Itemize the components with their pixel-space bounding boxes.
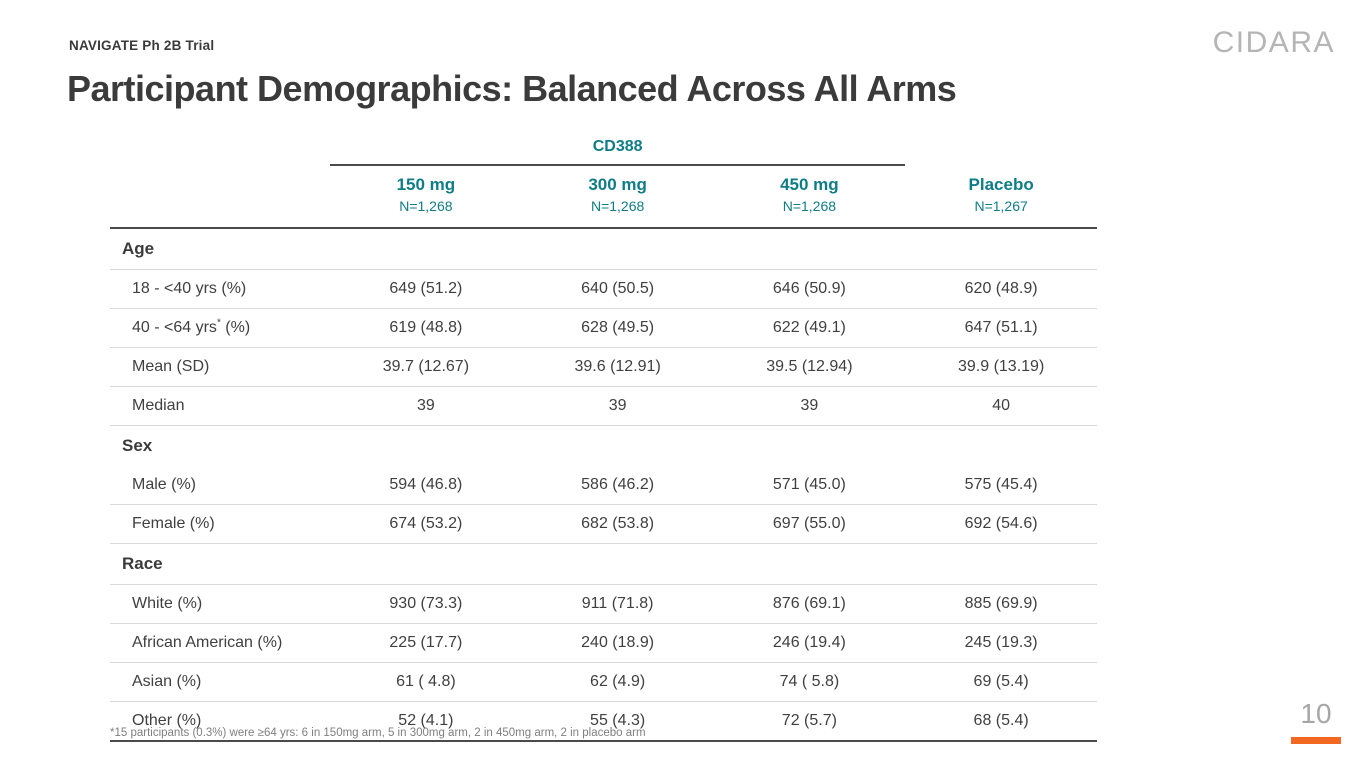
table-cell: 74 ( 5.8) bbox=[779, 672, 840, 690]
section-title: Sex bbox=[122, 435, 153, 455]
row-label-suffix: (%) bbox=[220, 318, 251, 336]
table-cell: 619 (48.8) bbox=[389, 318, 463, 336]
table-row bbox=[110, 386, 1097, 425]
table-cell: 39 bbox=[608, 396, 627, 414]
table-cell: 39 bbox=[800, 396, 819, 414]
n-label: N=1,268 bbox=[782, 197, 837, 214]
table-cell: 620 (48.9) bbox=[964, 279, 1038, 297]
slide-title: Participant Demographics: Balanced Across All Arms bbox=[67, 68, 957, 109]
row-label: Female (%) bbox=[132, 514, 215, 532]
row-label: Asian (%) bbox=[132, 672, 202, 690]
dose-label: 450 mg bbox=[780, 175, 839, 194]
table-cell: 649 (51.2) bbox=[389, 279, 463, 297]
row-label: Other (%) bbox=[132, 711, 202, 729]
page-number: 10 bbox=[1300, 698, 1332, 729]
trial-name: NAVIGATE Ph 2B Trial bbox=[69, 38, 215, 53]
n-label: N=1,267 bbox=[974, 197, 1028, 214]
table-row bbox=[110, 662, 1097, 701]
row-label: 18 - <40 yrs (%) bbox=[132, 279, 247, 297]
table-row bbox=[110, 308, 1097, 347]
section-title: Race bbox=[122, 553, 163, 573]
footnote: *15 participants (0.3%) were ≥64 yrs: 6 in 150mg arm, 5 in 300mg arm, 2 in 450mg arm, 2 in placebo arm bbox=[110, 727, 646, 739]
table-cell: 640 (50.5) bbox=[581, 279, 655, 297]
cidara-logo: CIDARA bbox=[1212, 26, 1335, 59]
table-cell: 68 (5.4) bbox=[973, 711, 1029, 729]
table-row bbox=[110, 623, 1097, 662]
column-header-450mg bbox=[714, 174, 906, 217]
table-cell: 39.5 (12.94) bbox=[766, 357, 853, 375]
table-cell: 876 (69.1) bbox=[772, 594, 846, 612]
table-body bbox=[110, 229, 1097, 742]
table-cell: 575 (45.4) bbox=[964, 475, 1038, 493]
column-header-row bbox=[110, 166, 1097, 229]
table-cell: 622 (49.1) bbox=[772, 318, 846, 336]
row-label: Male (%) bbox=[132, 475, 197, 493]
table-cell: 225 (17.7) bbox=[389, 633, 463, 651]
row-label: White (%) bbox=[132, 594, 203, 612]
column-header-150mg bbox=[330, 174, 522, 217]
section-title: Age bbox=[122, 238, 155, 258]
spacer-cell bbox=[905, 138, 1097, 166]
spacer-cell bbox=[110, 138, 330, 166]
table-cell: 61 ( 4.8) bbox=[396, 672, 456, 690]
table-cell: 40 bbox=[992, 396, 1011, 414]
spacer-cell bbox=[110, 174, 330, 217]
dose-label: Placebo bbox=[968, 175, 1034, 194]
table-cell: 594 (46.8) bbox=[389, 475, 463, 493]
column-header-300mg bbox=[522, 174, 714, 217]
group-header-row bbox=[110, 138, 1097, 166]
table-cell: 647 (51.1) bbox=[964, 318, 1038, 336]
table-cell: 39 bbox=[416, 396, 435, 414]
page-accent-bar bbox=[1291, 737, 1341, 744]
table-cell: 240 (18.9) bbox=[581, 633, 655, 651]
dose-label: 150 mg bbox=[396, 175, 456, 194]
n-label: N=1,268 bbox=[399, 197, 453, 214]
row-label: Mean (SD) bbox=[132, 357, 210, 375]
table-row bbox=[110, 504, 1097, 543]
table-cell: 682 (53.8) bbox=[581, 514, 655, 532]
table-cell: 628 (49.5) bbox=[581, 318, 655, 336]
table-cell: 571 (45.0) bbox=[772, 475, 846, 493]
cd388-group-header: CD388 bbox=[330, 138, 905, 166]
section-header-race bbox=[110, 543, 1097, 584]
table-cell: 586 (46.2) bbox=[581, 475, 655, 493]
table-cell: 697 (55.0) bbox=[772, 514, 846, 532]
table-cell: 52 (4.1) bbox=[398, 711, 454, 729]
row-label bbox=[110, 319, 330, 337]
table-cell: 62 (4.9) bbox=[590, 672, 646, 690]
table-cell: 911 (71.8) bbox=[581, 594, 654, 612]
table-cell: 885 (69.9) bbox=[964, 594, 1038, 612]
dose-label: 300 mg bbox=[588, 175, 647, 194]
table-cell: 39.7 (12.67) bbox=[382, 357, 470, 375]
table-cell: 39.6 (12.91) bbox=[574, 357, 661, 375]
table-cell: 674 (53.2) bbox=[389, 514, 463, 532]
table-cell: 39.9 (13.19) bbox=[957, 357, 1045, 375]
table-cell: 930 (73.3) bbox=[389, 594, 463, 612]
table-cell: 55 (4.3) bbox=[590, 711, 646, 729]
section-header-age bbox=[110, 229, 1097, 269]
column-header-placebo bbox=[905, 174, 1097, 217]
row-label-text: 40 - <64 yrs bbox=[132, 318, 217, 336]
table-cell: 69 (5.4) bbox=[973, 672, 1029, 690]
row-label: African American (%) bbox=[132, 633, 283, 651]
table-row bbox=[110, 584, 1097, 623]
demographics-table bbox=[110, 138, 1097, 742]
row-label: Median bbox=[132, 396, 185, 414]
table-cell: 692 (54.6) bbox=[964, 514, 1038, 532]
table-cell: 646 (50.9) bbox=[772, 279, 846, 297]
table-cell: 245 (19.3) bbox=[964, 633, 1038, 651]
table-row bbox=[110, 347, 1097, 386]
footnote-asterisk: * bbox=[216, 317, 221, 329]
n-label: N=1,268 bbox=[590, 197, 645, 214]
table-cell: 72 (5.7) bbox=[781, 711, 837, 729]
table-cell: 246 (19.4) bbox=[772, 633, 846, 651]
section-header-sex bbox=[110, 425, 1097, 466]
table-row bbox=[110, 466, 1097, 504]
table-row bbox=[110, 269, 1097, 308]
